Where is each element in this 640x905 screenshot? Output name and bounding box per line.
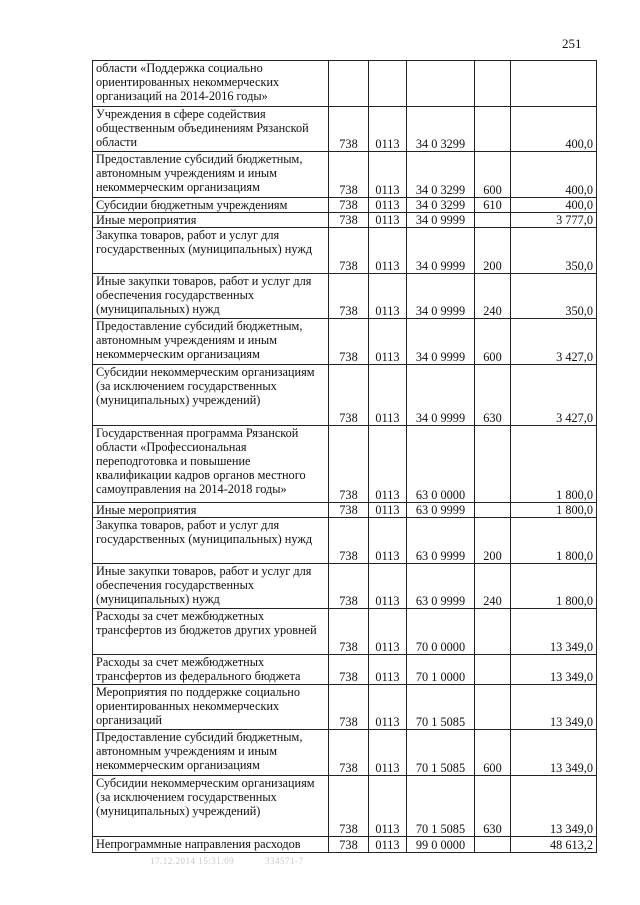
cell-name: Субсидии некоммерческим организациям (за исключением государственных (муниципальных) учреждений) (93, 365, 329, 426)
cell-section-code: 0113 (369, 365, 407, 426)
cell-section-code: 0113 (369, 655, 407, 685)
footer-doc-id: 334571-7 (265, 856, 304, 866)
cell-amount: 1 800,0 (511, 564, 597, 609)
cell-target-article: 70 1 5085 (407, 685, 475, 730)
cell-amount: 400,0 (511, 198, 597, 213)
cell-ministry-code: 738 (329, 107, 369, 152)
cell-section-code: 0113 (369, 426, 407, 503)
cell-amount: 350,0 (511, 274, 597, 319)
cell-name: Субсидии бюджетным учреждениям (93, 198, 329, 213)
cell-ministry-code: 738 (329, 685, 369, 730)
cell-name: Предоставление субсидий бюджетным, автономным учреждениям и иным некоммерческим организациям (93, 730, 329, 776)
cell-expense-type (475, 61, 511, 107)
table-row (93, 655, 597, 685)
page-number: 251 (562, 36, 582, 51)
table-row (93, 837, 597, 853)
cell-ministry-code: 738 (329, 426, 369, 503)
cell-expense-type: 610 (475, 198, 511, 213)
cell-amount: 400,0 (511, 107, 597, 152)
cell-target-article: 70 1 5085 (407, 730, 475, 776)
cell-section-code: 0113 (369, 564, 407, 609)
cell-amount: 13 349,0 (511, 776, 597, 837)
cell-name: Государственная программа Рязанской области «Профессиональная переподготовка и повышение квалификации кадров органов местного самоуправления на 2014-2018 годы» (93, 426, 329, 503)
table-row (93, 228, 597, 274)
cell-name: Учреждения в сфере содействия общественным объединениям Рязанской области (93, 107, 329, 152)
cell-name: Иные мероприятия (93, 213, 329, 228)
cell-section-code: 0113 (369, 152, 407, 198)
cell-ministry-code: 738 (329, 518, 369, 564)
cell-amount: 3 427,0 (511, 365, 597, 426)
cell-name: Субсидии некоммерческим организациям (за исключением государственных (муниципальных) учреждений) (93, 776, 329, 837)
cell-target-article: 34 0 9999 (407, 274, 475, 319)
cell-expense-type (475, 213, 511, 228)
cell-amount: 13 349,0 (511, 730, 597, 776)
cell-target-article: 34 0 9999 (407, 365, 475, 426)
table-row (93, 274, 597, 319)
table-row (93, 776, 597, 837)
cell-name: Непрограммные направления расходов (93, 837, 329, 853)
cell-section-code: 0113 (369, 107, 407, 152)
cell-expense-type: 600 (475, 730, 511, 776)
cell-ministry-code: 738 (329, 198, 369, 213)
cell-name: Закупка товаров, работ и услуг для государственных (муниципальных) нужд (93, 228, 329, 274)
table-row (93, 198, 597, 213)
cell-ministry-code: 738 (329, 365, 369, 426)
cell-ministry-code: 738 (329, 609, 369, 655)
cell-target-article: 63 0 0000 (407, 426, 475, 503)
table-row (93, 564, 597, 609)
cell-ministry-code: 738 (329, 213, 369, 228)
cell-expense-type (475, 655, 511, 685)
cell-ministry-code: 738 (329, 319, 369, 365)
cell-section-code: 0113 (369, 776, 407, 837)
cell-name: Закупка товаров, работ и услуг для государственных (муниципальных) нужд (93, 518, 329, 564)
cell-target-article (407, 61, 475, 107)
cell-target-article: 34 0 9999 (407, 228, 475, 274)
cell-target-article: 34 0 3299 (407, 152, 475, 198)
cell-target-article: 63 0 9999 (407, 503, 475, 518)
cell-amount: 48 613,2 (511, 837, 597, 853)
table-row (93, 426, 597, 503)
footer-watermark (150, 856, 332, 866)
cell-section-code (369, 61, 407, 107)
table-row (93, 609, 597, 655)
cell-expense-type: 200 (475, 518, 511, 564)
cell-ministry-code: 738 (329, 837, 369, 853)
cell-target-article: 34 0 9999 (407, 319, 475, 365)
cell-name: области «Поддержка социально ориентированных некоммерческих организаций на 2014-2016 годы» (93, 61, 329, 107)
cell-ministry-code: 738 (329, 274, 369, 319)
cell-name: Иные закупки товаров, работ и услуг для обеспечения государственных (муниципальных) нужд (93, 274, 329, 319)
cell-amount: 1 800,0 (511, 503, 597, 518)
cell-ministry-code: 738 (329, 776, 369, 837)
cell-amount: 1 800,0 (511, 518, 597, 564)
cell-expense-type (475, 107, 511, 152)
cell-expense-type: 600 (475, 319, 511, 365)
cell-amount: 3 427,0 (511, 319, 597, 365)
table-row (93, 518, 597, 564)
cell-section-code: 0113 (369, 837, 407, 853)
cell-name: Иные закупки товаров, работ и услуг для обеспечения государственных (муниципальных) нужд (93, 564, 329, 609)
cell-ministry-code: 738 (329, 152, 369, 198)
cell-name: Иные мероприятия (93, 503, 329, 518)
cell-section-code: 0113 (369, 730, 407, 776)
cell-target-article: 34 0 9999 (407, 213, 475, 228)
cell-section-code: 0113 (369, 274, 407, 319)
cell-target-article: 34 0 3299 (407, 107, 475, 152)
cell-expense-type: 240 (475, 564, 511, 609)
cell-amount: 3 777,0 (511, 213, 597, 228)
cell-expense-type (475, 503, 511, 518)
cell-target-article: 70 1 0000 (407, 655, 475, 685)
cell-name: Расходы за счет межбюджетных трансфертов из федерального бюджета (93, 655, 329, 685)
cell-section-code: 0113 (369, 503, 407, 518)
table-row (93, 107, 597, 152)
cell-amount: 13 349,0 (511, 609, 597, 655)
budget-table-body (93, 61, 597, 853)
cell-ministry-code: 738 (329, 228, 369, 274)
cell-expense-type: 630 (475, 365, 511, 426)
cell-ministry-code: 738 (329, 655, 369, 685)
cell-amount: 1 800,0 (511, 426, 597, 503)
cell-ministry-code (329, 61, 369, 107)
cell-expense-type: 200 (475, 228, 511, 274)
table-row (93, 685, 597, 730)
cell-name: Расходы за счет межбюджетных трансфертов из бюджетов других уровней (93, 609, 329, 655)
cell-expense-type (475, 426, 511, 503)
cell-ministry-code: 738 (329, 730, 369, 776)
budget-table (92, 60, 597, 853)
footer-datetime: 17.12.2014 15:31:09 (150, 856, 235, 866)
cell-target-article: 70 1 5085 (407, 776, 475, 837)
cell-section-code: 0113 (369, 319, 407, 365)
cell-section-code: 0113 (369, 198, 407, 213)
cell-expense-type: 240 (475, 274, 511, 319)
cell-section-code: 0113 (369, 518, 407, 564)
cell-expense-type (475, 685, 511, 730)
cell-section-code: 0113 (369, 228, 407, 274)
cell-ministry-code: 738 (329, 503, 369, 518)
table-row (93, 319, 597, 365)
cell-expense-type: 630 (475, 776, 511, 837)
cell-target-article: 70 0 0000 (407, 609, 475, 655)
cell-section-code: 0113 (369, 685, 407, 730)
cell-name: Предоставление субсидий бюджетным, автономным учреждениям и иным некоммерческим организациям (93, 152, 329, 198)
cell-expense-type (475, 837, 511, 853)
table-row (93, 213, 597, 228)
cell-section-code: 0113 (369, 213, 407, 228)
table-row (93, 61, 597, 107)
cell-target-article: 34 0 3299 (407, 198, 475, 213)
cell-target-article: 99 0 0000 (407, 837, 475, 853)
cell-amount: 13 349,0 (511, 685, 597, 730)
cell-target-article: 63 0 9999 (407, 564, 475, 609)
cell-name: Мероприятия по поддержке социально ориентированных некоммерческих организаций (93, 685, 329, 730)
cell-amount: 350,0 (511, 228, 597, 274)
cell-target-article: 63 0 9999 (407, 518, 475, 564)
cell-name: Предоставление субсидий бюджетным, автономным учреждениям и иным некоммерческим организациям (93, 319, 329, 365)
cell-expense-type: 600 (475, 152, 511, 198)
table-row (93, 365, 597, 426)
cell-section-code: 0113 (369, 609, 407, 655)
cell-ministry-code: 738 (329, 564, 369, 609)
table-row (93, 152, 597, 198)
cell-amount: 13 349,0 (511, 655, 597, 685)
table-row (93, 503, 597, 518)
cell-amount (511, 61, 597, 107)
cell-amount: 400,0 (511, 152, 597, 198)
cell-expense-type (475, 609, 511, 655)
table-row (93, 730, 597, 776)
